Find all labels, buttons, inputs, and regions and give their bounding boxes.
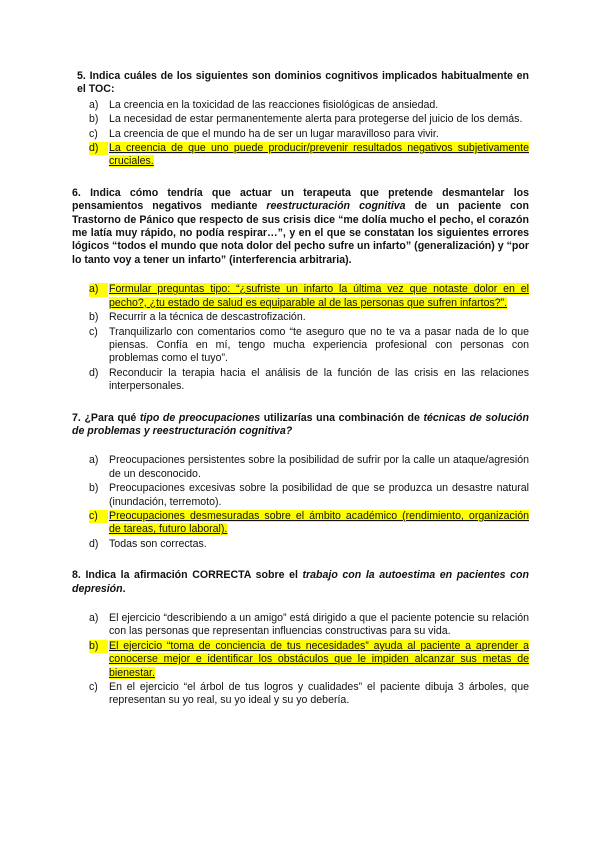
question-number: 8. <box>72 569 81 582</box>
question-6-options <box>72 283 529 393</box>
option-c: c) En el ejercicio “el árbol de tus logros y cualidades” el paciente dibuja 3 árboles, que representan su yo real, su yo ideal y su yo debería. <box>89 681 529 707</box>
question-number: 6. <box>72 186 81 199</box>
option-d: d) Todas son correctas. <box>89 537 207 550</box>
option-a: a) La creencia en la toxicidad de las reacciones fisiológicas de ansiedad. <box>89 98 439 111</box>
option-c: c) Tranquilizarlo con comentarios como “te aseguro que no te va a pasar nada de lo que piensas. Confía en mí, tengo mucha experiencia profesional con personas con problemas como el tuyo”. <box>89 325 529 365</box>
question-8-options <box>72 612 529 708</box>
question-text-segment: Indica la afirmación CORRECTA sobre el <box>85 569 303 582</box>
question-7-options <box>72 454 529 551</box>
option-b-correct: b) El ejercicio “toma de conciencia de tus necesidades” ayuda al paciente a aprender a conocerse mejor e identificar los obstáculos que le impiden alcanzar sus metas de bienestar. <box>89 639 529 679</box>
option-b: b) La necesidad de estar permanentemente alerta para protegerse del juicio de los demás. <box>89 113 523 126</box>
option-a: a) El ejercicio “describiendo a un amigo” está dirigido a que el paciente potencie su relación con las personas que representan influencias constructivas para su vida. <box>89 612 529 638</box>
question-8 <box>72 569 529 708</box>
option-b: b) Preocupaciones excesivas sobre la posibilidad de que se produzca un desastre natural (inundación, terremoto). <box>89 482 529 508</box>
option-d-correct: d) La creencia de que uno puede producir/prevenir resultados negativos subjetivamente cruciales. <box>89 142 529 168</box>
question-5-options <box>72 99 529 169</box>
option-b: b) Recurrir a la técnica de descastrofización. <box>89 311 306 324</box>
question-text-emphasis: tipo de preocupaciones <box>139 411 261 424</box>
question-text-segment: ¿Para qué <box>84 411 140 424</box>
question-6 <box>72 187 529 394</box>
question-5-text <box>72 70 529 97</box>
question-5 <box>72 70 529 169</box>
question-text-segment: Indica cómo tendría que actuar un terapeuta que pretende desmantelar los pensamientos negativos mediante <box>72 186 530 213</box>
option-d: d) Reconducir la terapia hacia el análisis de la función de las crisis en las relaciones interpersonales. <box>89 366 529 393</box>
question-text-segment: Indica cuáles de los siguientes son dominios cognitivos implicados habitualmente en el TOC: <box>77 70 529 96</box>
option-a: a) Preocupaciones persistentes sobre la posibilidad de sufrir por la calle un ataque/agresión de un desconocido. <box>89 454 529 480</box>
option-a-correct: a) Formular preguntas tipo: “¿sufriste un infarto la última vez que notaste dolor en el pecho?, ¿tu estado de salud es equiparable al de las personas que sufren infartos?”. <box>89 283 529 309</box>
question-text-segment: de un paciente con Trastorno de Pánico que respecto de sus crisis dice “me dolía mucho el pecho, el corazón me latía muy rápido, no podía respirar…”, y en el que se constatan los siguientes errores lógicos “todos el mundo que nota dolor del pecho sufre un infarto” (generalización) y “por lo tanto voy a tener un infarto” (interferencia arbitraria). <box>72 200 529 266</box>
question-7-text <box>72 412 529 439</box>
question-text-emphasis: reestructuración cognitiva <box>266 200 406 213</box>
question-6-text <box>72 187 529 267</box>
question-7 <box>72 412 529 552</box>
question-8-text <box>72 569 529 596</box>
question-text-segment: . <box>122 582 126 595</box>
question-text-segment: utilizarías una combinación de <box>260 411 424 424</box>
question-number: 5. <box>77 70 86 82</box>
question-text-emphasis: técnicas de solución de problemas y reestructuración cognitiva? <box>72 411 529 437</box>
option-c: c) La creencia de que el mundo ha de ser un lugar maravilloso para vivir. <box>89 127 439 140</box>
question-number: 7. <box>72 411 81 424</box>
option-c-correct: c) Preocupaciones desmesuradas sobre el ámbito académico (rendimiento, organización de tareas, futuro laboral). <box>89 509 529 536</box>
question-text-emphasis: trabajo con la autoestima en pacientes con depresión <box>72 569 529 595</box>
